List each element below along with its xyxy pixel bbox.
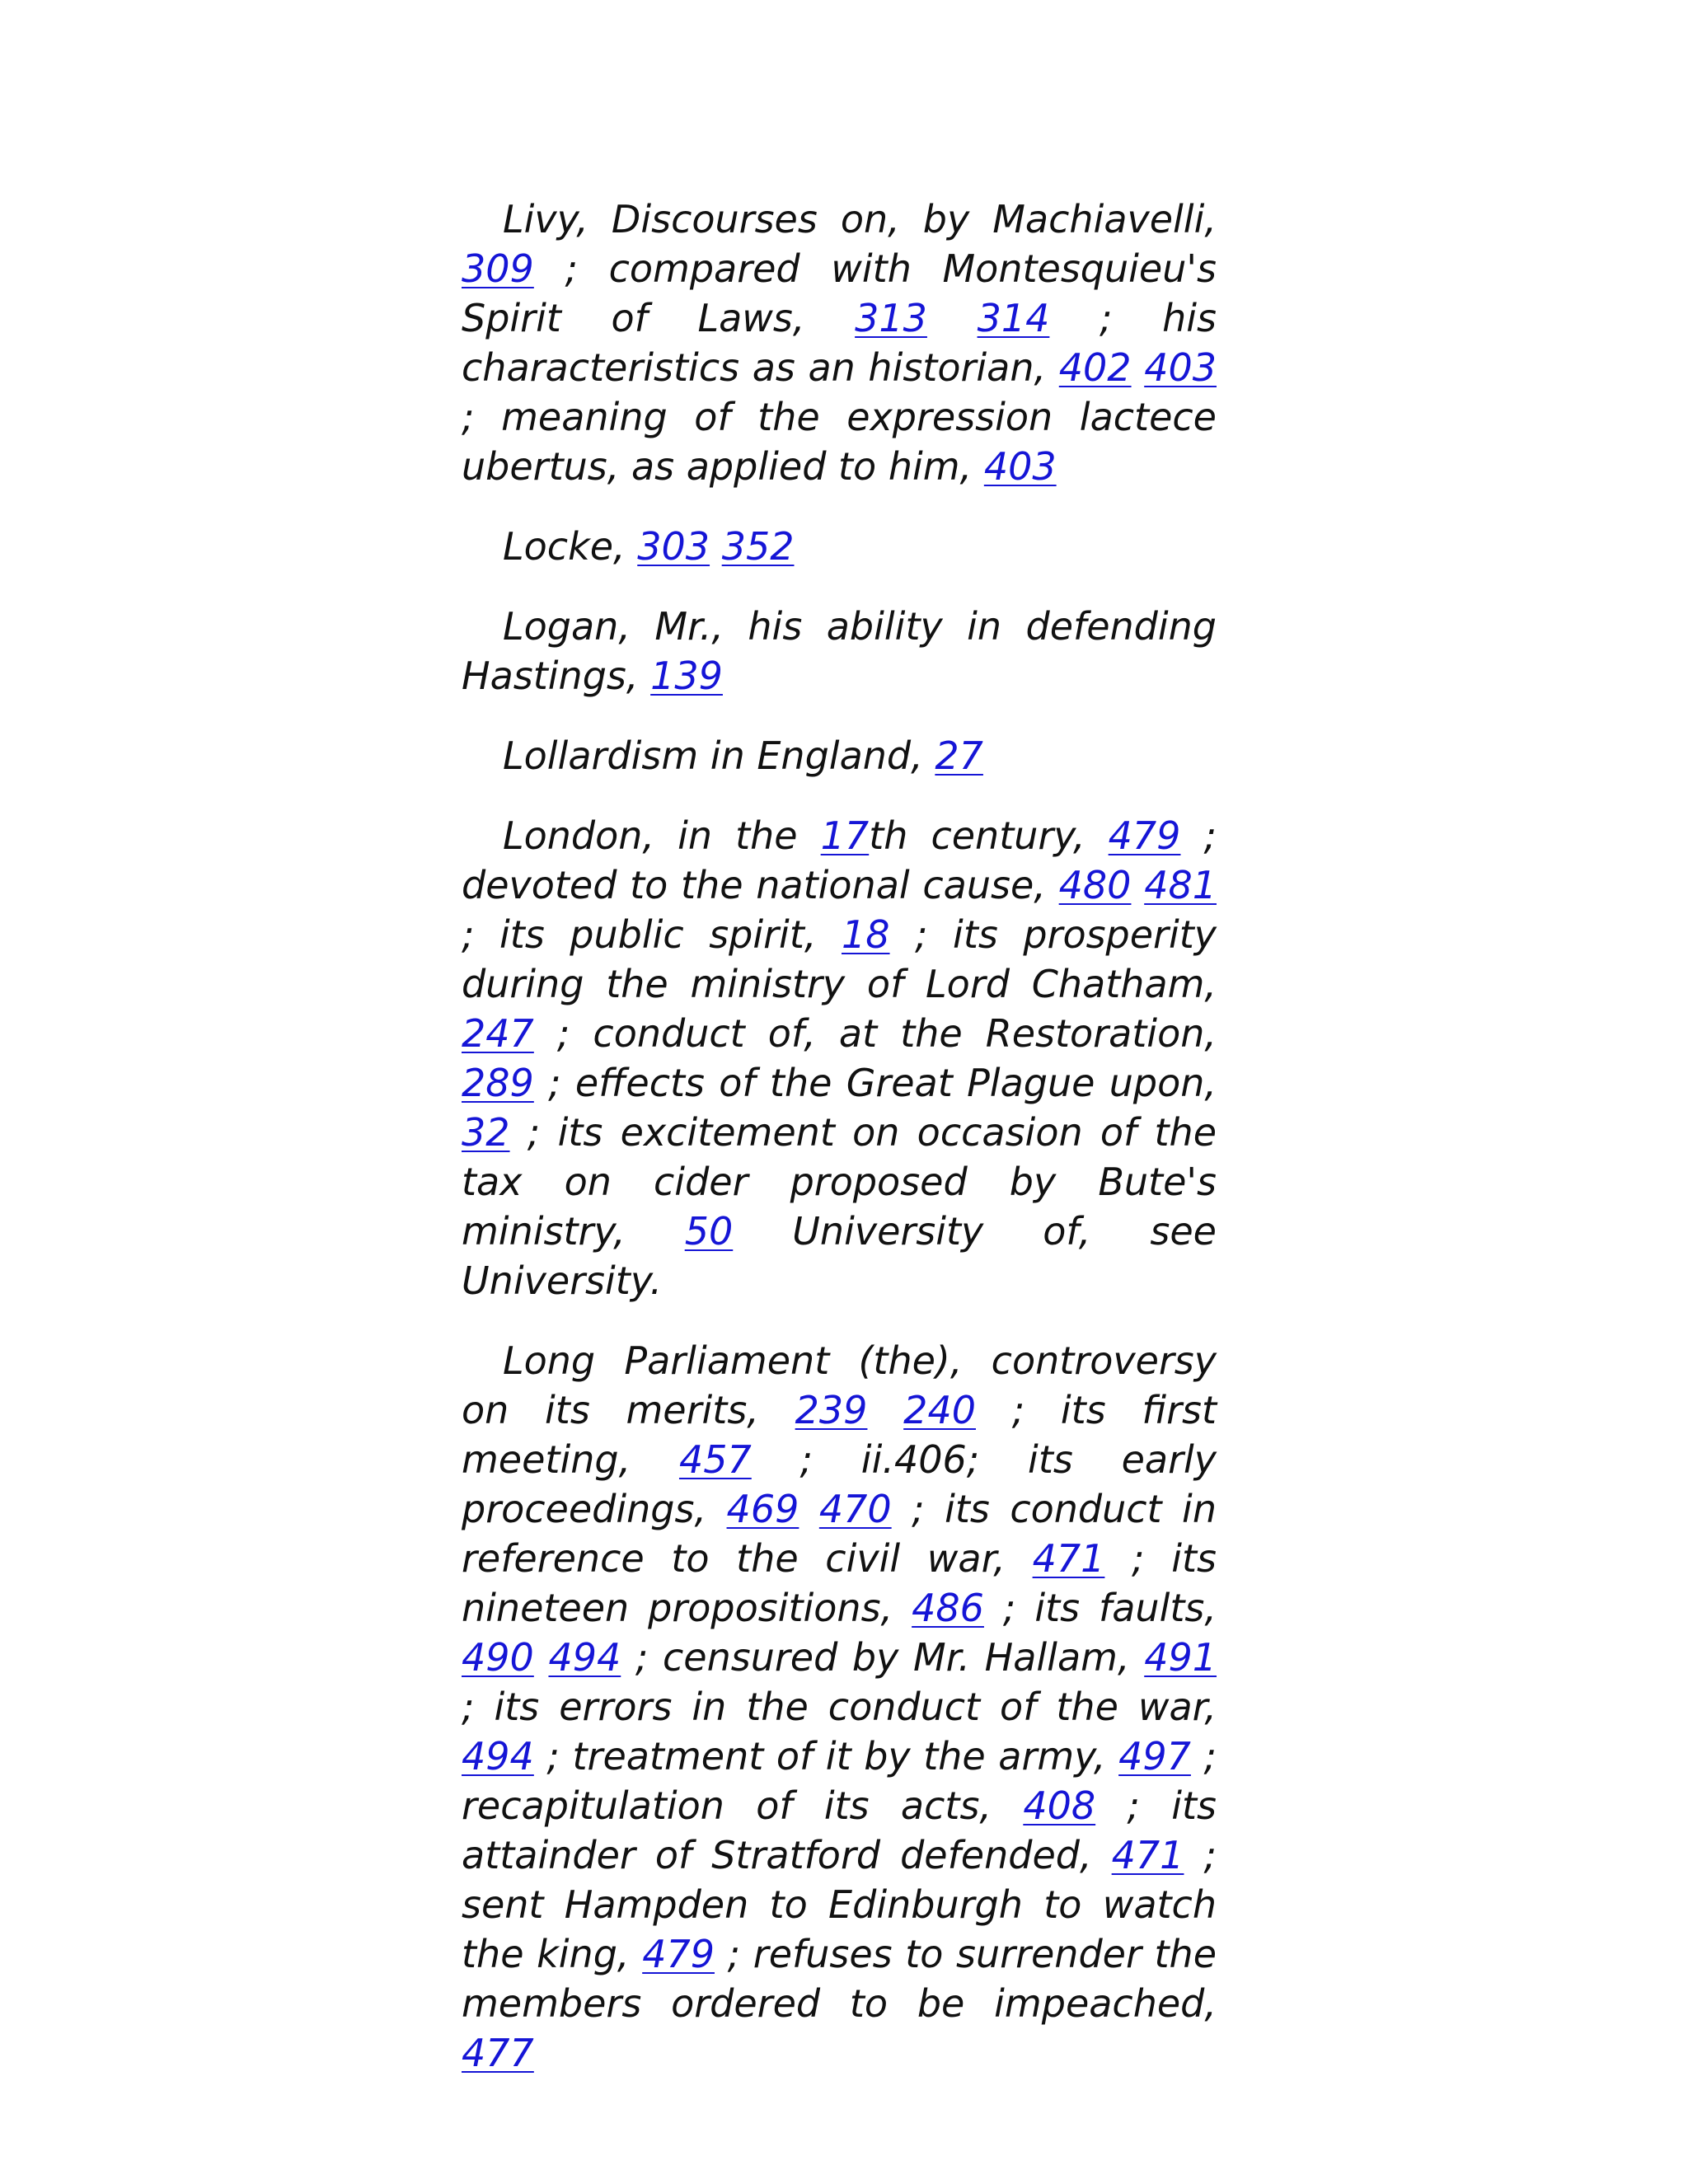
index-entry-locke — [462, 522, 1217, 571]
page-link[interactable]: 289 — [462, 1061, 534, 1105]
entry-text: University of, see University. — [462, 1209, 1217, 1303]
page-link[interactable]: 471 — [1111, 1833, 1184, 1877]
page-link[interactable]: 139 — [650, 654, 723, 698]
page-link[interactable]: 18 — [842, 912, 890, 957]
entry-text: ; its errors in the conduct of the war, — [462, 1685, 1217, 1729]
entry-text — [927, 296, 978, 340]
entry-text: ; compared with Montesquieu's Spirit of Laws, — [462, 246, 1217, 340]
page-link[interactable]: 469 — [726, 1487, 799, 1531]
entry-text: ; its prosperity during the ministry of Lord Chatham, — [462, 912, 1217, 1006]
page-link[interactable]: 313 — [855, 296, 927, 340]
page-link[interactable]: 494 — [548, 1635, 621, 1680]
page-link[interactable]: 403 — [983, 444, 1057, 489]
entry-text: Long Parliament (the), controversy on its merits, — [462, 1338, 1217, 1432]
page-link[interactable]: 303 — [637, 524, 710, 569]
page-link[interactable]: 479 — [1108, 813, 1181, 858]
entry-text: ; its conduct in reference to the civil war, — [462, 1487, 1217, 1581]
page-link[interactable]: 239 — [795, 1388, 868, 1432]
entry-text: ; treatment of it by the army, — [533, 1734, 1119, 1779]
page-link[interactable]: 32 — [462, 1110, 510, 1155]
index-page — [462, 194, 1217, 2108]
page-link[interactable]: 491 — [1144, 1635, 1217, 1680]
index-entry-livy — [462, 194, 1217, 491]
page-link[interactable]: 479 — [642, 1932, 715, 1976]
page-link[interactable]: 471 — [1032, 1536, 1105, 1581]
index-entry-london — [462, 811, 1217, 1305]
entry-text: Logan, Mr., his ability in defending Hastings, — [462, 604, 1217, 698]
entry-text: ; effects of the Great Plague upon, — [533, 1061, 1217, 1105]
entry-text: ; its faults, — [983, 1586, 1217, 1630]
index-entry-long-parliament — [462, 1336, 1217, 2078]
page-link[interactable]: 490 — [462, 1635, 534, 1680]
entry-text — [710, 524, 722, 569]
entry-text: ; censured by Mr. Hallam, — [621, 1635, 1145, 1680]
page-link[interactable]: 403 — [1144, 345, 1217, 390]
page-link[interactable]: 457 — [678, 1437, 752, 1482]
entry-text: ; its nineteen propositions, — [462, 1536, 1217, 1630]
entry-text — [867, 1388, 903, 1432]
page-link[interactable]: 352 — [721, 524, 795, 569]
entry-text: ; its excitement on occasion of the tax on cider proposed by Bute's ministry, — [462, 1110, 1217, 1254]
page-link[interactable]: 309 — [462, 246, 534, 291]
entry-text: ; his characteristics as an historian, — [462, 296, 1217, 390]
page-link[interactable]: 477 — [462, 2031, 534, 2075]
entry-text — [799, 1487, 818, 1531]
page-link[interactable]: 480 — [1058, 863, 1132, 907]
page-link[interactable]: 470 — [818, 1487, 892, 1531]
entry-text: London, in the — [503, 813, 821, 858]
entry-text: ; recapitulation of its acts, — [462, 1734, 1217, 1828]
entry-text — [1132, 345, 1145, 390]
page-link[interactable]: 481 — [1144, 863, 1217, 907]
page-link[interactable]: 314 — [977, 296, 1050, 340]
entry-text: Lollardism in England, — [503, 733, 935, 778]
entry-text: ; conduct of, at the Restoration, — [533, 1011, 1217, 1056]
page-link[interactable]: 497 — [1118, 1734, 1191, 1779]
entry-text: Locke, — [503, 524, 638, 569]
entry-text: ; sent Hampden to Edinburgh to watch the king, — [462, 1833, 1217, 1976]
entry-text: th century, — [869, 813, 1109, 858]
page-link[interactable]: 494 — [462, 1734, 534, 1779]
entry-text: Livy, Discourses on, by Machiavelli, — [503, 197, 1217, 241]
page-link[interactable]: 408 — [1023, 1783, 1096, 1828]
page-link[interactable]: 50 — [684, 1209, 734, 1254]
page-link[interactable]: 247 — [462, 1011, 534, 1056]
entry-text — [1131, 863, 1144, 907]
page-link[interactable]: 486 — [912, 1586, 984, 1630]
index-entry-logan — [462, 602, 1217, 701]
page-link[interactable]: 27 — [935, 733, 983, 778]
entry-text: ; refuses to surrender the members ordered to be impeached, — [462, 1932, 1217, 2026]
page-link[interactable]: 17 — [820, 813, 870, 858]
entry-text: ; devoted to the national cause, — [462, 813, 1217, 907]
page-link[interactable]: 402 — [1058, 345, 1132, 390]
entry-text: ; its first meeting, — [462, 1388, 1217, 1482]
entry-text: ; its public spirit, — [462, 912, 842, 957]
entry-text: ; meaning of the expression lactece ubertus, as applied to him, — [462, 395, 1217, 489]
index-entry-lollardism — [462, 731, 1217, 780]
entry-text: ; its attainder of Stratford defended, — [462, 1783, 1217, 1877]
page-link[interactable]: 240 — [903, 1388, 976, 1432]
entry-text — [534, 1635, 549, 1680]
entry-text: ; ii.406; its early proceedings, — [462, 1437, 1217, 1531]
